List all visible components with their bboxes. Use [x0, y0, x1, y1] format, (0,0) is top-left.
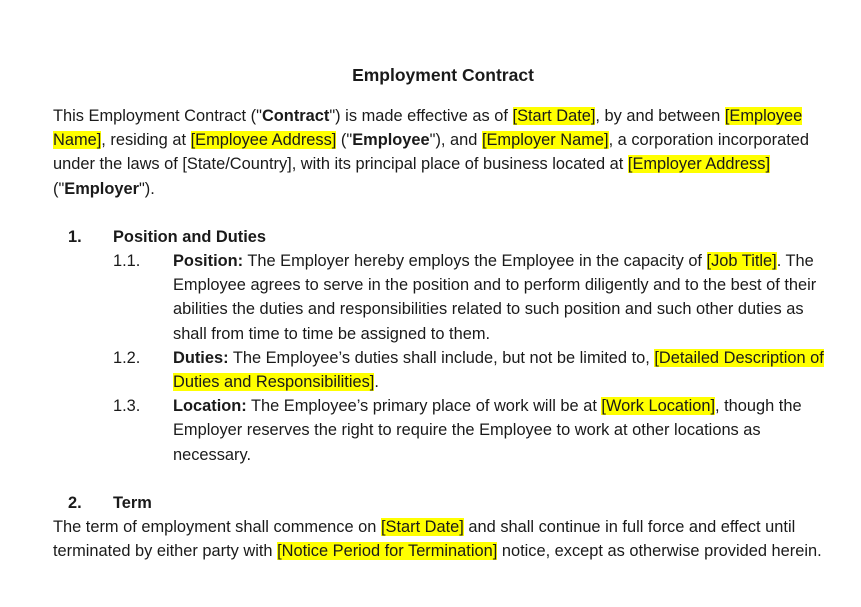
placeholder-duties-description: [Detailed Description of Duties and Responsibilities] — [173, 348, 824, 392]
intro-text: ") is made effective as of — [329, 107, 513, 125]
intro-text: (" — [336, 131, 353, 150]
placeholder-notice-period: [Notice Period for Termination] — [277, 542, 498, 561]
term-text: The term of employment shall commence on — [53, 518, 381, 537]
intro-text: , residing at — [101, 131, 191, 150]
placeholder-employee-name: [Employee Name] — [53, 107, 803, 150]
clause-label: Position: — [173, 252, 244, 270]
document-page — [53, 62, 833, 563]
term-text: and shall continue in full force and effect until terminated by either party with — [53, 518, 796, 561]
section-title: Term — [113, 493, 152, 512]
intro-text: (" — [53, 179, 65, 198]
placeholder-employer-name: [Employer Name] — [481, 131, 609, 150]
clause-location — [53, 394, 833, 467]
section-title: Position and Duties — [113, 227, 266, 246]
placeholder-start-date: [Start Date] — [380, 518, 464, 537]
intro-text: , by and between — [595, 107, 725, 125]
intro-text: This Employment Contract (" — [53, 107, 262, 125]
clause-label: Location: — [173, 397, 247, 416]
clause-text: The Employee’s primary place of work will be at — [246, 397, 602, 416]
contract-term: Contract — [261, 107, 330, 125]
section-heading-term — [53, 491, 833, 515]
clause-text: The Employer hereby employs the Employee in the capacity of — [243, 252, 707, 270]
term-text: notice, except as otherwise provided herein. — [497, 542, 822, 561]
clause-number: 1.3. — [113, 397, 141, 416]
clause-position — [53, 249, 833, 346]
placeholder-employee-address: [Employee Address] — [190, 131, 337, 150]
placeholder-work-location: [Work Location] — [601, 397, 715, 416]
section-number: 2. — [68, 493, 82, 512]
term-paragraph — [53, 515, 833, 563]
intro-text: "). — [138, 179, 155, 198]
employee-term: Employee — [352, 131, 430, 150]
placeholder-start-date: [Start Date] — [512, 107, 596, 125]
clause-text: . The Employee agrees to serve in the position and to perform diligently and to the best of their abilities the duties and responsibilities related to such position and such other duties as shall from time to time be assigned to them. — [173, 252, 817, 343]
employer-term: Employer — [64, 179, 139, 198]
intro-paragraph — [53, 104, 833, 201]
clause-text: , though the Employer reserves the right to require the Employee to work at other locations as necessary. — [173, 397, 802, 464]
clause-number: 1.2. — [113, 348, 141, 367]
intro-text: "), and — [429, 131, 482, 150]
clause-text: The Employee’s duties shall include, but not be limited to, — [228, 348, 655, 367]
clause-duties — [53, 346, 833, 394]
section-heading-position-duties — [53, 225, 833, 249]
section-number: 1. — [68, 227, 82, 246]
document-title: Employment Contract — [352, 65, 534, 85]
clause-label: Duties: — [173, 348, 229, 367]
clause-number: 1.1. — [113, 252, 141, 270]
placeholder-job-title: [Job Title] — [706, 252, 777, 270]
placeholder-employer-address: [Employer Address] — [627, 155, 771, 174]
clause-text: . — [374, 373, 379, 392]
intro-text: , a corporation incorporated under the laws of [State/Country], with its principal place of business located at — [53, 131, 810, 174]
